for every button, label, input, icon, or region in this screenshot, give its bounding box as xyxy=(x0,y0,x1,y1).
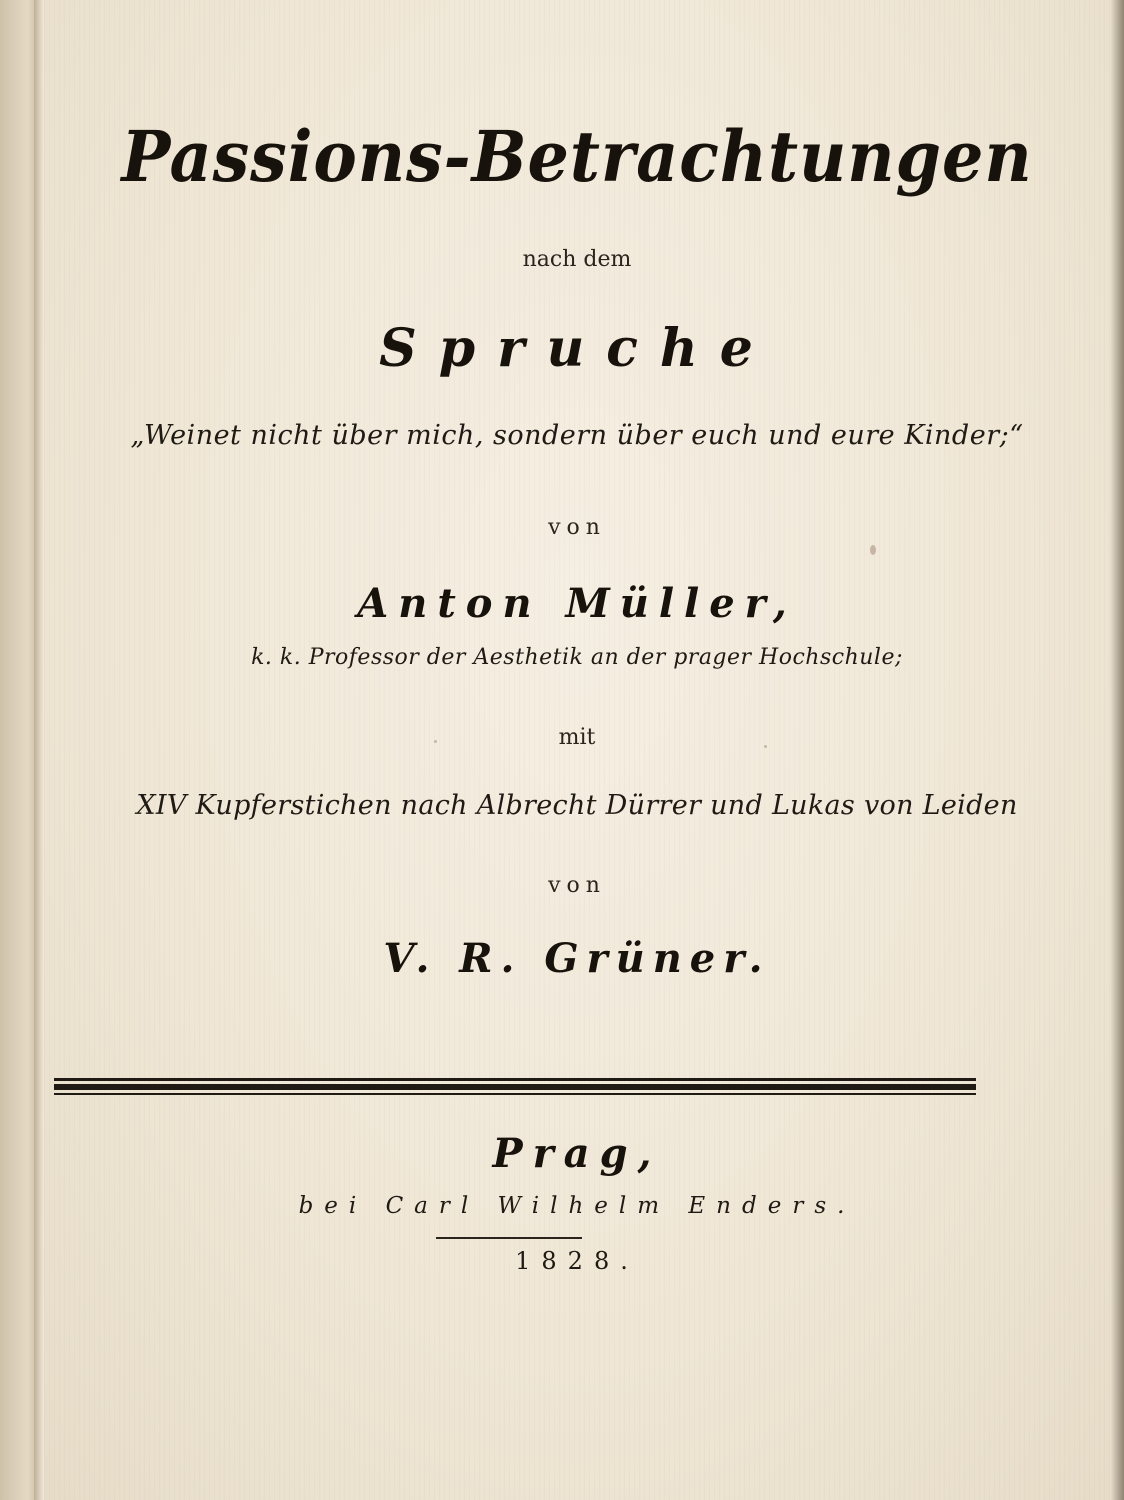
title-page xyxy=(44,0,1110,1500)
paper-speck xyxy=(764,745,767,748)
quote-text: „Weinet nicht über mich, sondern über euch und eure Kinder;“ xyxy=(130,420,1024,451)
engravings-line: XIV Kupferstichen nach Albrecht Dürrer und Lukas von Leiden xyxy=(136,790,1018,821)
page-edge xyxy=(34,0,44,1500)
author-name: Anton Müller, xyxy=(357,580,797,627)
paper-speck xyxy=(434,740,437,743)
book-title: Passions-Betrachtungen xyxy=(121,115,1033,198)
with-label: mit xyxy=(558,725,596,750)
by-label-author: von xyxy=(548,515,606,540)
publisher-line: bei Carl Wilhelm Enders. xyxy=(298,1193,856,1219)
paper-speck xyxy=(870,545,876,555)
place-of-publication: Prag, xyxy=(492,1130,662,1177)
year-rule xyxy=(436,1237,582,1239)
by-label-engraver: von xyxy=(548,873,606,898)
subtitle-spruche: Spruche xyxy=(379,318,775,379)
subtitle-connector: nach dem xyxy=(522,247,632,272)
publication-year: 1828. xyxy=(515,1247,639,1275)
engraver-name: V. R. Grüner. xyxy=(383,935,771,982)
author-title: k. k. Professor der Aesthetik an der prager Hochschule; xyxy=(251,645,903,670)
right-page-edge xyxy=(1110,0,1124,1500)
decorative-rule xyxy=(54,1078,976,1100)
